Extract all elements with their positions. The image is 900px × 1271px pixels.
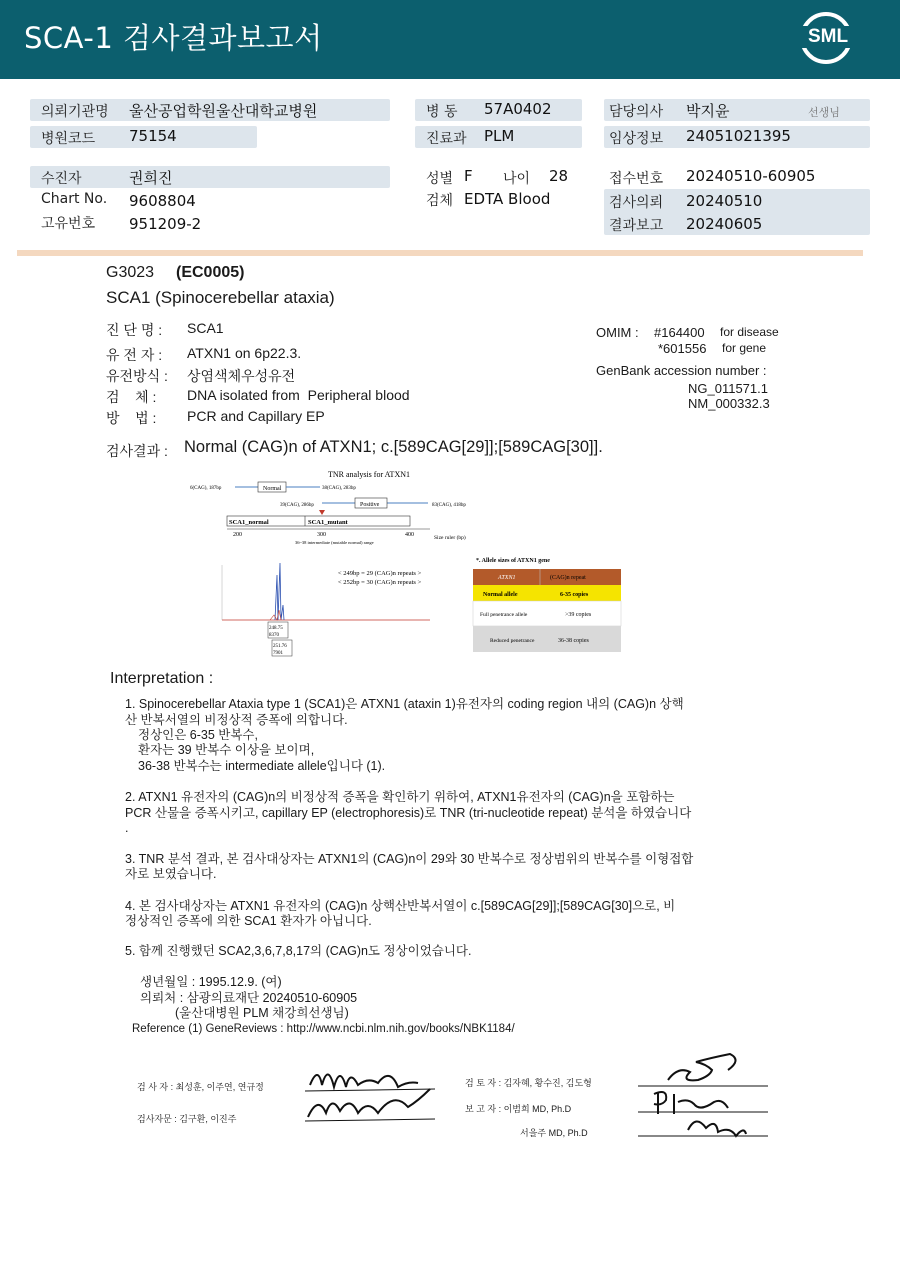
omim1: #164400 [654,325,705,340]
interp-p2b: PCR 산물을 증폭시키고, capillary EP (electrophoresis)로 TNR (tri-nucleotide repeat) 분석을 하였습니다 [125,806,692,820]
ward-value: 57A0402 [484,100,552,118]
interp-p1b: 산 반복서열의 비정상적 증폭에 의합니다. [125,713,348,727]
report-title: SCA-1 검사결과보고서 [24,21,323,55]
report-header [0,0,900,79]
interp-p1c: 정상인은 6-35 반복수, [138,728,258,742]
diag-label: 진 단 명 : [106,322,163,338]
label-l3: 39(CAG), 286bp [280,503,314,508]
bar-mutant-label: SCA1_mutant [308,519,348,526]
allele-th1: ATXN1 [498,575,516,581]
allele-r3b: 36-38 copies [558,638,589,644]
reporter: 보 고 자 : 이범희 MD, Ph.D [465,1104,572,1114]
tester-signature [300,1055,460,1130]
chart-label: Chart No. [41,191,108,207]
assistant-signature-line [305,1119,435,1121]
genbank-label: GenBank accession number : [596,363,767,378]
receipt-label: 접수번호 [609,171,664,187]
hospital-code-value: 75154 [129,127,177,145]
requester-info: 의뢰처 : 삼광의료재단 20240510-60905 [140,991,358,1005]
institution-value: 울산공업학원울산대학교병원 [129,102,318,120]
peak1-label: < 249bp = 29 (CAG)n repeats > [338,570,422,577]
tick-400: 400 [405,532,414,538]
birth-info: 생년월일 : 1995.12.9. (여) [140,975,282,989]
positive-label: Positive [360,502,380,508]
allele-r2b: >39 copies [565,612,592,618]
normal-label: Normal [263,486,282,492]
interp-p3a: 3. TNR 분석 결과, 본 검사대상자는 ATXN1의 (CAG)n이 29와 30 반복수로 정상범위의 반복수를 이형접합 [125,852,694,866]
test-code: G3023 [106,264,155,281]
intermediate-label: 36~38 intermediate (mutable normal) range [295,540,374,545]
test-code2: (EC0005) [176,264,245,281]
tnr-figure [180,465,640,660]
age-label: 나이 [503,171,531,187]
specimen-label: 검체 [426,193,454,209]
document-top-band [17,250,863,256]
id-label: 고유번호 [41,216,96,232]
interp-p1e: 36-38 반복수는 intermediate allele입니다 (1). [138,759,386,773]
gene-label: 유 전 자 : [106,347,163,363]
hospital-code-label: 병원코드 [41,131,96,147]
report-label: 결과보고 [609,218,664,234]
tester-signature-stroke [310,1074,418,1087]
tester: 검 사 자 : 최성훈, 이주연, 연규정 [137,1082,264,1092]
allele-th2: (CAG)n repeat [550,575,586,581]
reporter-signature-stroke [654,1092,728,1114]
allele-table-title: *. Allele sizes of ATXN1 gene [476,558,550,564]
inherit-label: 유전방식 : [106,368,168,384]
request-label: 검사의뢰 [609,195,664,211]
interp-p1a: 1. Spinocerebellar Ataxia type 1 (SCA1)은 ATXN1 (ataxin 1)유전자의 coding region 내의 (CAG)n 상핵 [125,697,684,711]
patient-value: 권희진 [129,169,173,187]
request-value: 20240510 [686,192,763,210]
doctor-label: 담당의사 [609,104,664,120]
sample-label: 검 체 : [106,389,157,405]
interp-p2c: . [125,821,129,835]
institution-label: 의뢰기관명 [41,104,109,120]
interp-p2a: 2. ATXN1 유전자의 (CAG)n의 비정상적 증폭을 확인하기 위하여, ATXN1유전자의 (CAG)n을 포함하는 [125,790,675,804]
label-l2: 38(CAG), 283bp [322,486,356,491]
doctor-suffix: 선생님 [808,106,840,119]
allele-header-row [473,569,621,585]
ward-label: 병 동 [426,104,458,120]
allele-r1a: Normal allele [483,592,518,598]
genbank1: NG_011571.1 [688,381,768,396]
chart-value: 9608804 [129,192,196,210]
interp-p5: 5. 함께 진행했던 SCA2,3,6,7,8,17의 (CAG)n도 정상이었습니다. [125,944,472,958]
logo-text: SML [798,26,858,48]
omim2-desc: for gene [722,341,767,355]
tnr-figure-title: TNR analysis for ATXN1 [328,470,410,479]
test-name: SCA1 (Spinocerebellar ataxia) [106,288,335,307]
requester-info2: (울산대병원 PLM 채강희선생님) [175,1006,349,1020]
clinical-label: 임상정보 [609,131,664,147]
reviewer-signature-stroke [668,1054,736,1080]
sex-label: 성별 [426,171,454,187]
reviewer-signature [638,1050,773,1145]
specimen-value: EDTA Blood [464,190,551,208]
receipt-value: 20240510-60905 [686,167,816,185]
interpretation-title: Interpretation : [110,670,214,687]
patient-label: 수진자 [41,171,82,187]
id-value: 951209-2 [129,215,202,233]
clinical-value: 24051021395 [686,127,791,145]
dept-label: 진료과 [426,131,467,147]
result-value: Normal (CAG)n of ATXN1; c.[589CAG[29]];[589CAG[30]]. [184,438,603,456]
label-l1: 6(CAG), 187bp [190,486,222,491]
peak2-box-size: 251.76 [273,644,287,649]
omim2: *601556 [658,341,707,356]
reference: Reference (1) GeneReviews : http://www.ncbi.nlm.nih.gov/books/NBK1184/ [132,1023,515,1035]
interp-p1d: 환자는 39 반복수 이상을 보이며, [138,743,315,757]
tester-signature-line [305,1089,435,1091]
omim1-desc: for disease [720,325,779,339]
gene-value: ATXN1 on 6p22.3. [187,345,302,361]
marker-triangle [319,510,325,515]
peak2-box-height: 7901 [273,651,283,656]
doctor-value: 박지윤 [686,102,730,120]
sample-value: DNA isolated from Peripheral blood [187,387,410,403]
inherit-value: 상염색체우성유전 [187,368,296,384]
ruler-label: Size ruler (bp) [434,535,466,541]
dept-value: PLM [484,127,515,145]
assistant: 검사자문 : 김구환, 이진주 [137,1114,237,1124]
reporter2-signature-stroke [688,1121,746,1136]
peak1-box-height: 8370 [269,633,279,638]
reviewer: 검 토 자 : 김자혜, 황수진, 김도형 [465,1078,592,1088]
allele-r2a: Full penetrance allele [480,612,528,618]
result-label: 검사결과 : [106,443,168,459]
genbank2: NM_000332.3 [688,396,770,411]
patient-box [30,166,390,188]
bar-normal-label: SCA1_normal [229,519,269,526]
peak2-label: < 252bp = 30 (CAG)n repeats > [338,579,422,586]
label-l4: 83(CAG), 418bp [432,503,466,508]
sml-logo [800,12,852,64]
peak1-box-size: 248.75 [269,626,283,631]
omim-label: OMIM : [596,325,639,340]
sex-value: F [464,167,473,185]
interp-p4b: 정상적인 증폭에 의한 SCA1 환자가 아닙니다. [125,914,372,928]
allele-r3a: Reduced penetrance [490,638,535,644]
method-label: 방 법 : [106,410,157,426]
interp-p3b: 자로 보였습니다. [125,867,217,881]
tick-300: 300 [317,532,326,538]
report-value: 20240605 [686,215,763,233]
tick-200: 200 [233,532,242,538]
reporter2: 서을주 MD, Ph.D [520,1128,588,1138]
interp-p4a: 4. 본 검사대상자는 ATXN1 유전자의 (CAG)n 상핵산반복서열이 c.[589CAG[29]];[589CAG[30]으로, 비 [125,899,676,913]
allele-r1b: 6-35 copies [560,592,589,598]
diag-value: SCA1 [187,320,224,336]
method-value: PCR and Capillary EP [187,408,325,424]
assistant-signature-stroke [308,1089,430,1117]
age-value: 28 [549,167,569,185]
